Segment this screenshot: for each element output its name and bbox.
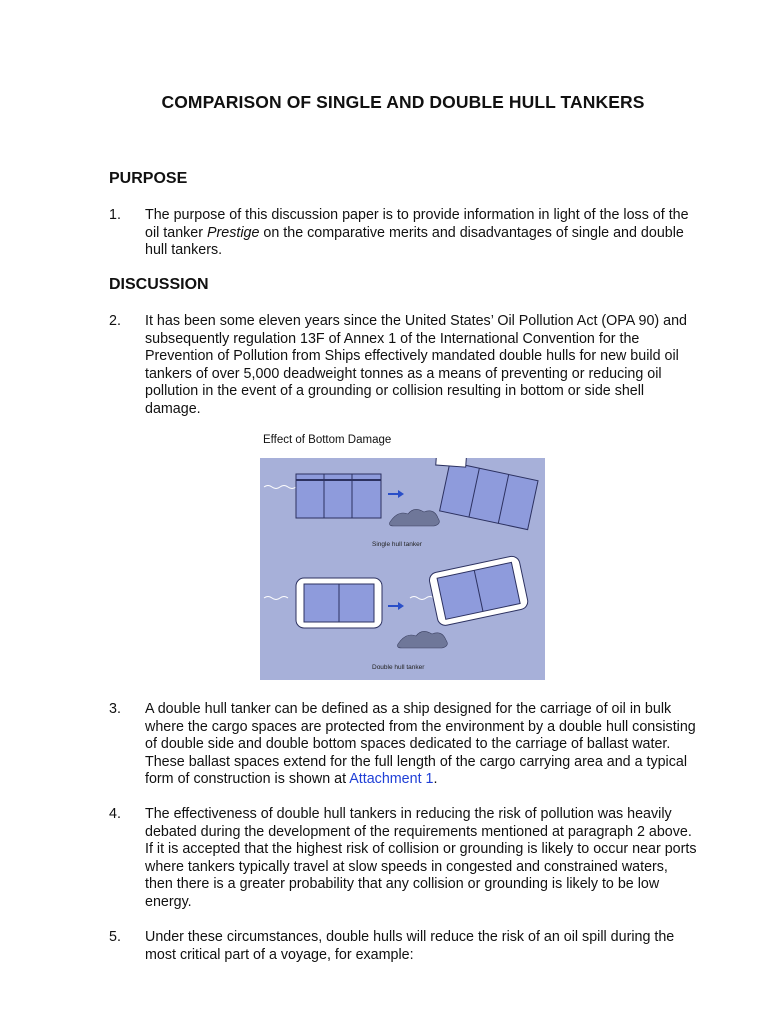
ship-name: Prestige — [206, 224, 260, 241]
paragraph-number: 5. — [109, 929, 121, 945]
paragraph-text: The purpose of this discussion paper is to provide information in light of the loss of the oil tanker Prestige on the comparative merits and disadvantages of single and double hull tankers. — [145, 207, 689, 259]
paragraph-1 — [109, 207, 699, 260]
attachment-link[interactable]: Attachment 1 — [349, 771, 434, 788]
discussion-heading: DISCUSSION — [109, 276, 209, 293]
single-hull-label: Single hull tanker — [372, 541, 422, 548]
figure-caption: Effect of Bottom Damage — [263, 434, 392, 446]
paragraph-2 — [109, 313, 699, 419]
paragraph-number: 3. — [109, 701, 121, 717]
paragraph-text: A double hull tanker can be defined as a ship designed for the carriage of oil in bulk where the cargo spaces are protected from the environment by a double hull consisting of double side and double bottom spaces dedicated to the carriage of ballast water. These ballast spaces extend for the full length of the cargo carrying area and a typical form of construction is shown at Attachment 1. — [145, 701, 696, 788]
paragraph-text: Under these circumstances, double hulls will reduce the risk of an oil spill during the most critical part of a voyage, for example: — [145, 929, 675, 963]
purpose-heading: PURPOSE — [109, 170, 188, 187]
paragraph-text: The effectiveness of double hull tankers in reducing the risk of pollution was heavily debated during the development of the requirements mentioned at paragraph 2 above. If it is accepted that the highest risk of collision or grounding is likely to occur near ports where tankers typically travel at slow speeds in congested and constrained waters, then there is a greater probability that any collision or grounding is likely to be low energy. — [145, 806, 697, 910]
paragraph-number: 4. — [109, 806, 121, 822]
hull-damage-illustration — [260, 458, 545, 680]
paragraph-5 — [109, 929, 699, 964]
document-title: COMPARISON OF SINGLE AND DOUBLE HULL TANKERS — [161, 92, 645, 112]
paragraph-number: 2. — [109, 313, 121, 329]
paragraph-text: It has been some eleven years since the United States’ Oil Pollution Act (OPA 90) and subsequently regulation 13F of Annex 1 of the International Convention for the Prevention of Pollution from Ships effectively mandated double hulls for new build oil tankers of over 5,000 deadweight tonnes as a means of preventing or reducing oil pollution in the event of a grounding or collision resulting in bottom or side shell damage. — [145, 313, 687, 417]
paragraph-number: 1. — [109, 207, 121, 223]
paragraph-3 — [109, 701, 699, 789]
double-hull-label: Double hull tanker — [372, 664, 425, 671]
hull-damage-figure — [260, 458, 545, 680]
paragraph-4 — [109, 806, 699, 912]
